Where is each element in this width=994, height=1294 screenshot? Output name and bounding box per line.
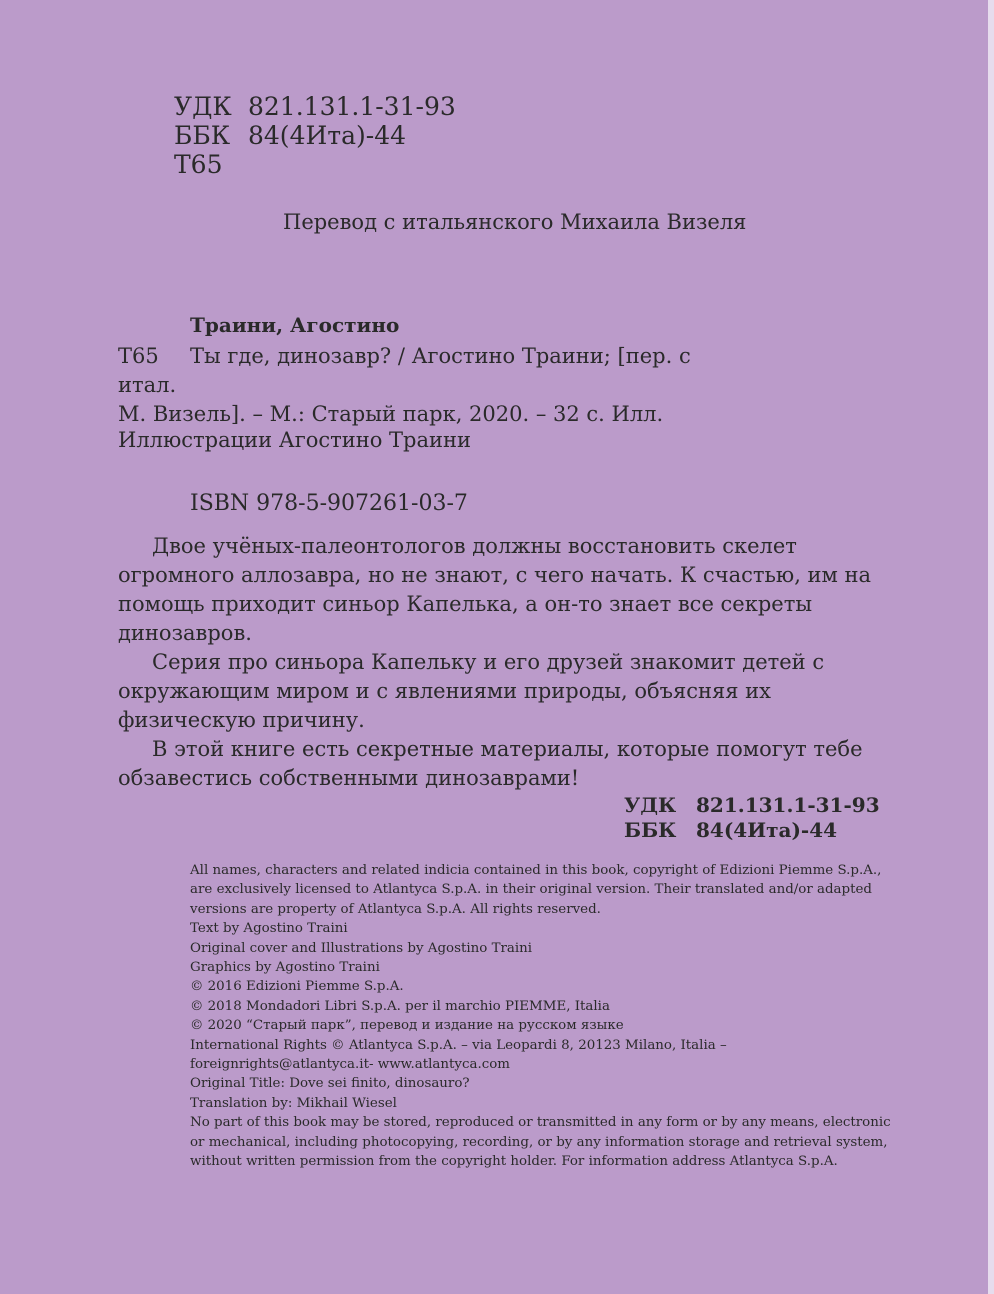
legal-line: or mechanical, including photocopying, recording, or by any information storage and retrieval system,: [190, 1134, 888, 1150]
legal-line: foreignrights@atlantyca.it- www.atlantyca.com: [190, 1057, 510, 1073]
legal-line: Original Title: Dove sei finito, dinosauro?: [190, 1076, 470, 1092]
legal-line: Graphics by Agostino Traini: [190, 960, 380, 976]
legal-line: No part of this book may be stored, reproduced or transmitted in any form or by any means, electronic: [190, 1115, 891, 1131]
annotation-paragraph-3: В этой книге есть секретные материалы, которые помогут тебе обзавестись собственными динозаврами!: [118, 737, 863, 790]
annotation-paragraph-2: Серия про синьора Капельку и его друзей знакомит детей с окружающим миром и с явлениями природы, объясняя их физическую причину.: [118, 650, 825, 732]
bibliography-line-2: М. Визель]. – М.: Старый парк, 2020. – 32 с. Илл.: [118, 402, 664, 426]
page-edge: [988, 0, 994, 1294]
illustrations-line: Иллюстрации Агостино Траини: [118, 428, 471, 452]
legal-line: versions are property of Atlantyca S.p.A. All rights reserved.: [190, 901, 601, 917]
bibliography-line-1: [118, 342, 738, 400]
legal-line: without written permission from the copyright holder. For information address Atlantyca S.p.A.: [190, 1154, 838, 1170]
udk-row-bottom: [624, 793, 880, 818]
legal-line: All names, characters and related indicia contained in this book, copyright of Edizioni Piemme S.p.A.,: [190, 863, 882, 878]
legal-line: International Rights © Atlantyca S.p.A. – via Leopardi 8, 20123 Milano, Italia –: [190, 1037, 727, 1053]
translator-line: Перевод с итальянского Михаила Визеля: [283, 210, 747, 234]
bibliography-author: Траини, Агостино: [190, 313, 400, 337]
author-mark-row: [174, 150, 456, 179]
bibliography-mark: Т65: [118, 344, 159, 368]
bbk-value: 84(4Ита)-44: [248, 121, 407, 150]
legal-line: © 2020 “Старый парк”, перевод и издание на русском языке: [190, 1018, 624, 1034]
udk-value-bottom: 821.131.1-31-93: [696, 793, 880, 817]
bbk-label: ББК: [174, 121, 231, 150]
author-mark: Т65: [174, 150, 223, 179]
legal-line: © 2016 Edizioni Piemme S.p.A.: [190, 979, 404, 995]
bibliography-entry: [118, 342, 738, 429]
annotation: [118, 532, 878, 793]
legal-line: Translation by: Mikhail Wiesel: [190, 1095, 397, 1111]
bibliography-title: Ты где, динозавр? / Агостино Траини; [пер. с итал.: [118, 344, 691, 397]
isbn: ISBN 978-5-907261-03-7: [190, 491, 468, 516]
bbk-row-bottom: [624, 818, 880, 843]
legal-notice: [190, 861, 891, 1172]
legal-line: © 2018 Mondadori Libri S.p.A. per il marchio PIEMME, Italia: [190, 998, 610, 1014]
bbk-row: [174, 121, 456, 150]
legal-line: are exclusively licensed to Atlantyca S.p.A. in their original version. Their translated and/or adapted: [190, 882, 872, 898]
classification-bottom: [624, 793, 880, 843]
udk-row: [174, 92, 456, 121]
udk-value: 821.131.1-31-93: [248, 92, 456, 121]
bbk-label-bottom: ББК: [624, 818, 677, 842]
udk-label-bottom: УДК: [624, 793, 677, 817]
legal-line: Text by Agostino Traini: [190, 921, 348, 937]
classification-top: [174, 92, 456, 179]
udk-label: УДК: [174, 92, 232, 121]
legal-line: Original cover and Illustrations by Agostino Traini: [190, 940, 533, 956]
annotation-paragraph-1: Двое учёных-палеонтологов должны восстановить скелет огромного аллозавра, но не знают, с чего начать. К счастью, им на помощь приходит синьор Капелька, а он-то знает все секреты динозавров.: [118, 534, 872, 645]
bbk-value-bottom: 84(4Ита)-44: [696, 818, 838, 842]
